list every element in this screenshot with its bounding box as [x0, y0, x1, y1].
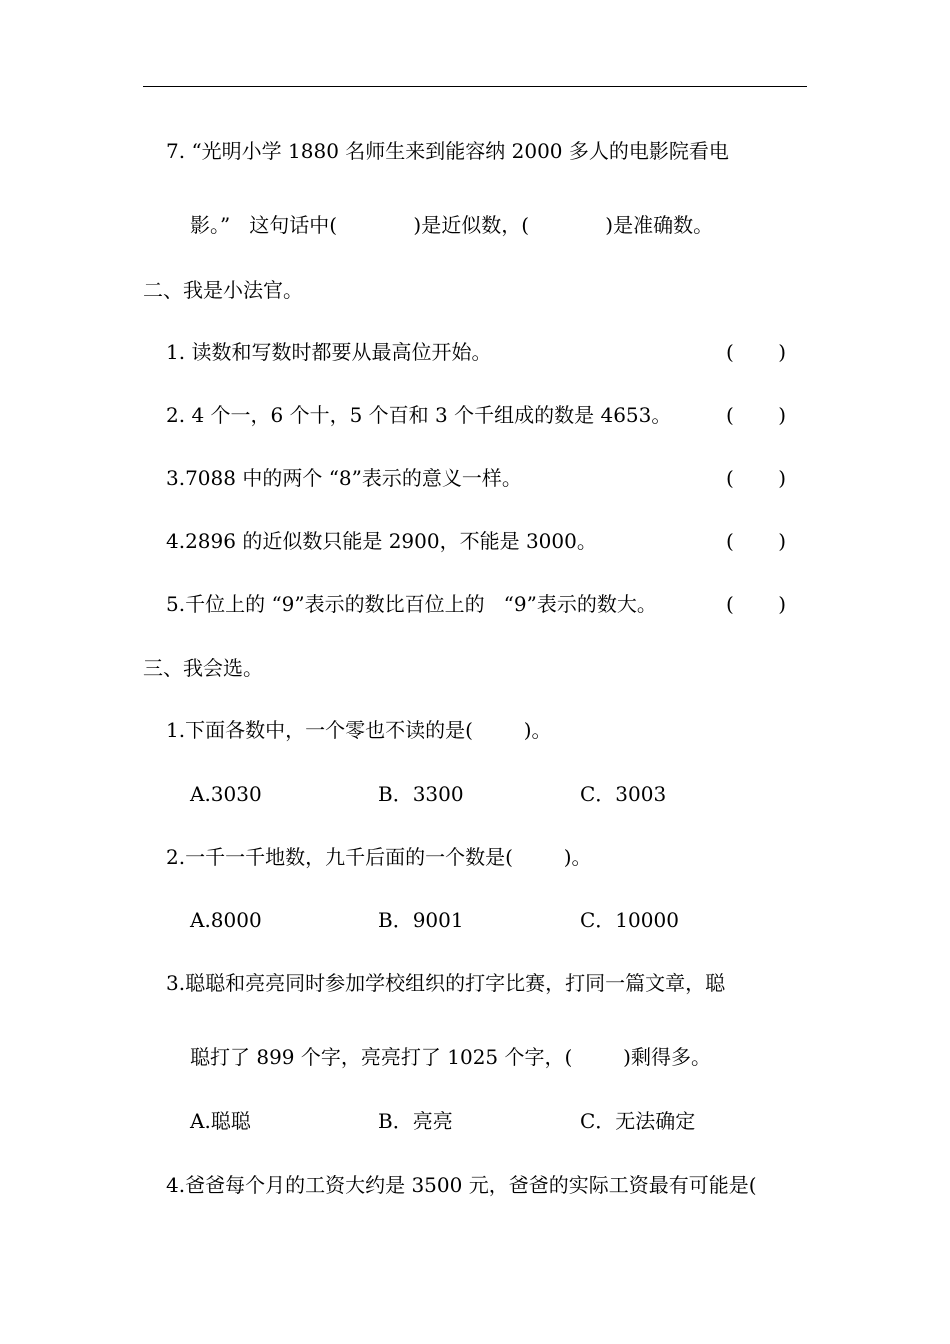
- section2-title: 二、我是小法官。: [143, 278, 303, 302]
- judge-answer-5[interactable]: ( ): [726, 592, 786, 616]
- choice-q3-stem-line-1: 3.聪聪和亮亮同时参加学校组织的打字比赛，打同一篇文章，聪: [166, 971, 726, 995]
- judge-item-3: 3.7088 中的两个 “8”表示的意义一样。: [166, 466, 522, 490]
- header-rule: [143, 86, 807, 87]
- judge-answer-1[interactable]: ( ): [726, 340, 786, 364]
- choice-q3-option-c[interactable]: C．无法确定: [580, 1109, 696, 1133]
- judge-answer-3[interactable]: ( ): [726, 466, 786, 490]
- q7-line-2: 影。” 这句话中( )是近似数，( )是准确数。: [190, 213, 714, 237]
- choice-q2-option-a[interactable]: A.8000: [190, 908, 262, 932]
- choice-q2-stem: 2.一千一千地数，九千后面的一个数是( )。: [166, 845, 592, 869]
- judge-item-5: 5.千位上的 “9”表示的数比百位上的 “9”表示的数大。: [166, 592, 657, 616]
- judge-answer-2[interactable]: ( ): [726, 403, 786, 427]
- judge-item-4: 4.2896 的近似数只能是 2900，不能是 3000。: [166, 529, 597, 553]
- choice-q2-option-b[interactable]: B．9001: [378, 908, 464, 932]
- section3-title: 三、我会选。: [143, 656, 263, 680]
- choice-q1-option-c[interactable]: C．3003: [580, 782, 667, 806]
- judge-answer-4[interactable]: ( ): [726, 529, 786, 553]
- choice-q3-option-a[interactable]: A.聪聪: [190, 1109, 251, 1133]
- choice-q2-option-c[interactable]: C．10000: [580, 908, 679, 932]
- choice-q3-option-b[interactable]: B．亮亮: [378, 1109, 453, 1133]
- choice-q1-option-a[interactable]: A.3030: [190, 782, 262, 806]
- choice-q3-stem-line-2: 聪打了 899 个字，亮亮打了 1025 个字，( )剩得多。: [190, 1045, 711, 1069]
- choice-q4-stem: 4.爸爸每个月的工资大约是 3500 元，爸爸的实际工资最有可能是(: [166, 1173, 757, 1197]
- judge-item-1: 1. 读数和写数时都要从最高位开始。: [166, 340, 492, 364]
- judge-item-2: 2. 4 个一，6 个十，5 个百和 3 个千组成的数是 4653。: [166, 403, 672, 427]
- choice-q1-stem: 1.下面各数中，一个零也不读的是( )。: [166, 718, 552, 742]
- choice-q1-option-b[interactable]: B．3300: [378, 782, 464, 806]
- q7-line-1: 7. “光明小学 1880 名师生来到能容纳 2000 多人的电影院看电: [166, 139, 729, 163]
